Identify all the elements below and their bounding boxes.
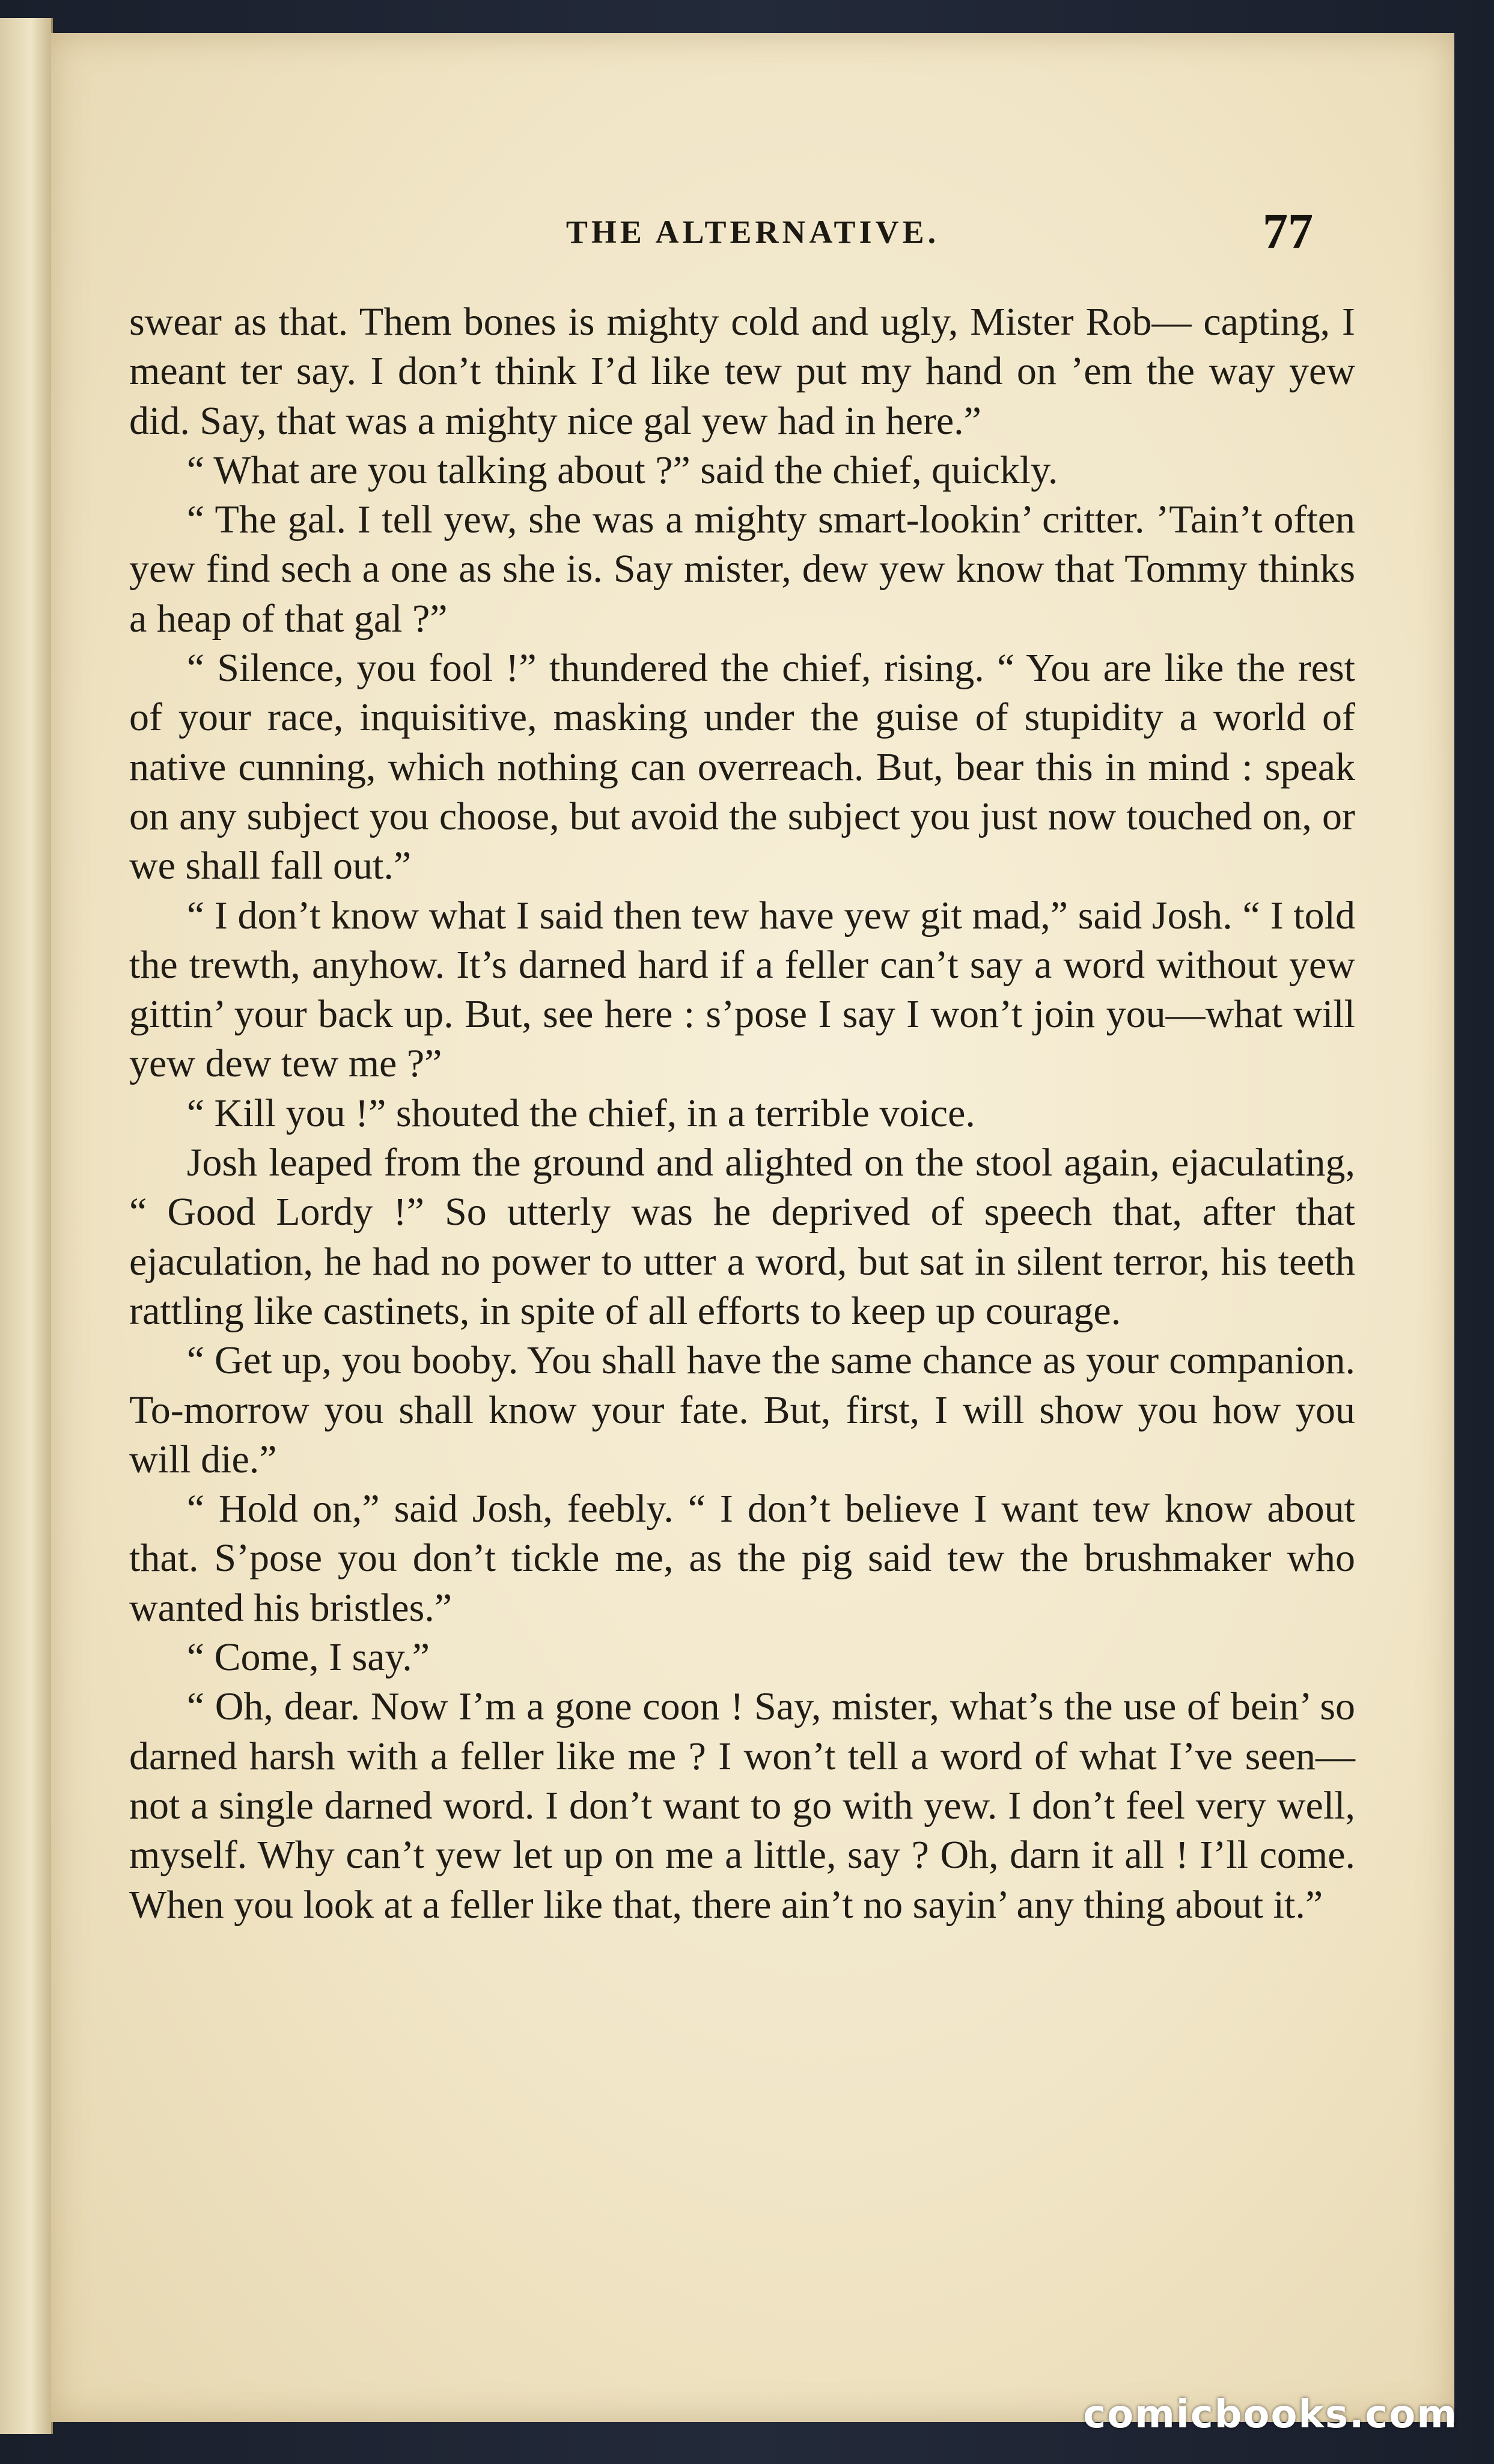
paragraph: “ The gal. I tell yew, she was a mighty smart-lookin’ critter. ’Tain’t often yew find sech a one as she is. Say mister, dew yew know that Tommy thinks a heap of that gal ?” [129, 498, 1355, 641]
book-page [51, 33, 1454, 2422]
paragraph: “ Oh, dear. Now I’m a gone coon ! Say, mister, what’s the use of bein’ so darned harsh with a feller like me ? I won’t tell a word of what I’ve seen—not a single darned word. I don’t want to go with yew. I don’t feel very well, myself. Why can’t yew let up on me a little, say ? Oh, darn it all ! I’ll come. When you look at a feller like that, there ain’t no sayin’ any thing about it.” [129, 1685, 1355, 1927]
paragraph: “ I don’t know what I said then tew have yew git mad,” said Josh. “ I told the trewth, anyhow. It’s darned hard if a feller can’t say a word without yew gittin’ your back up. But, see here : s’pose I say I won’t join you—what will yew dew tew me ?” [129, 893, 1355, 1086]
paragraph: “ What are you talking about ?” said the chief, quickly. [186, 448, 1058, 492]
watermark-text: comicbooks.com [1083, 2392, 1458, 2437]
paragraph: “ Silence, you fool !” thundered the chief, rising. “ You are like the rest of your race, inquisitive, masking under the guise of stupidity a world of native cunning, which nothing can overreach. But, bear this in mind : speak on any subject you choose, but avoid the subject you just now touched on, or we shall fall out.” [129, 646, 1355, 888]
paragraph: “ Come, I say.” [186, 1635, 430, 1680]
paragraph: “ Get up, you booby. You shall have the same chance as your companion. To-morrow you shall know your fate. But, first, I will show you how you will die.” [129, 1338, 1355, 1481]
body-text [129, 297, 1355, 1930]
paragraph: “ Hold on,” said Josh, feebly. “ I don’t believe I want tew know about that. S’pose you don’t tickle me, as the pig said tew the brushmaker who wanted his bristles.” [129, 1487, 1355, 1630]
paragraph: Josh leaped from the ground and alighted on the stool again, ejaculating, “ Good Lordy !” So utterly was he deprived of speech that, after that ejaculation, he had no power to utter a word, but sat in silent terror, his teeth rattling like castinets, in spite of all efforts to keep up courage. [129, 1141, 1355, 1333]
page-header [51, 183, 1454, 260]
previous-page-edge [0, 18, 53, 2434]
paragraph: “ Kill you !” shouted the chief, in a terrible voice. [186, 1091, 975, 1135]
running-head: THE ALTERNATIVE. [566, 214, 940, 250]
paragraph: swear as that. Them bones is mighty cold and ugly, Mister Rob— capting, I meant ter say. I don’t think I’d like tew put my hand on ’em the way yew did. Say, that was a mighty nice gal yew had in here.” [129, 300, 1355, 443]
page-number: 77 [1263, 204, 1313, 260]
